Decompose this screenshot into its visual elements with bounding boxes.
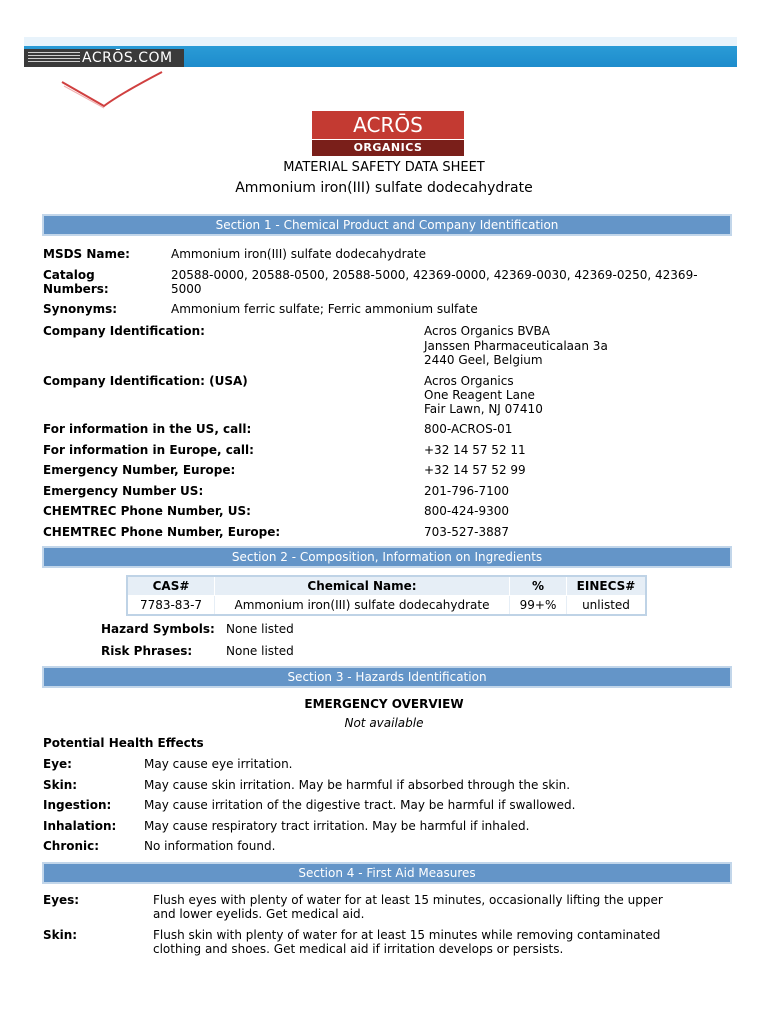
first-aid-skin-line: clothing and shoes. Get medical aid if irritation develops or persists.	[153, 942, 564, 956]
first-aid-eyes-label: Eyes:	[43, 893, 80, 907]
effect-value: May cause eye irritation.	[144, 757, 293, 771]
column-header: EINECS#	[567, 576, 647, 596]
contact-label: For information in Europe, call:	[43, 443, 254, 457]
contact-label: Emergency Number, Europe:	[43, 463, 236, 477]
msds-name-value: Ammonium iron(III) sulfate dodecahydrate	[171, 247, 427, 261]
company-usa-address-line: Fair Lawn, NJ 07410	[424, 402, 543, 416]
site-header-bar	[24, 37, 737, 67]
header-stripes	[28, 52, 80, 64]
product-name-title: Ammonium iron(III) sulfate dodecahydrate	[235, 180, 533, 196]
company-usa-address-line: Acros Organics	[424, 374, 514, 388]
contact-phone: 800-424-9300	[424, 504, 510, 518]
contact-phone: 201-796-7100	[424, 484, 510, 498]
table-header-row	[127, 576, 646, 596]
section-4-header: Section 4 - First Aid Measures	[42, 862, 732, 884]
health-effects-heading: Potential Health Effects	[43, 736, 204, 750]
risk-phrases-value: None listed	[226, 644, 294, 658]
effect-label: Ingestion:	[43, 798, 112, 812]
first-aid-skin-line: Flush skin with plenty of water for at least 15 minutes while removing contaminated	[153, 928, 661, 942]
effect-label: Skin:	[43, 778, 78, 792]
table-cell: unlisted	[567, 596, 647, 616]
logo-upper: ACRŌS	[312, 111, 464, 139]
first-aid-eyes-line: and lower eyelids. Get medical aid.	[153, 907, 365, 921]
column-header: %	[510, 576, 567, 596]
catalog-label-line2: Numbers:	[43, 282, 109, 296]
company-id-usa-label: Company Identification: (USA)	[43, 374, 248, 388]
column-header: Chemical Name:	[215, 576, 510, 596]
contact-label: CHEMTREC Phone Number, Europe:	[43, 525, 281, 539]
synonyms-label: Synonyms:	[43, 302, 118, 316]
site-brand-link[interactable]: ACRŌS.COM	[82, 50, 173, 66]
effect-value: No information found.	[144, 839, 276, 853]
document-title: MATERIAL SAFETY DATA SHEET	[283, 160, 485, 175]
section-1-header: Section 1 - Chemical Product and Company Identification	[42, 214, 732, 236]
effect-label: Chronic:	[43, 839, 100, 853]
effect-value: May cause respiratory tract irritation. May be harmful if inhaled.	[144, 819, 530, 833]
effect-value: May cause irritation of the digestive tract. May be harmful if swallowed.	[144, 798, 576, 812]
contact-phone: 800-ACROS-01	[424, 422, 513, 436]
company-address-line: 2440 Geel, Belgium	[424, 353, 543, 367]
acros-organics-logo	[312, 111, 464, 156]
hazard-symbols-label: Hazard Symbols:	[101, 622, 215, 636]
catalog-value-line1: 20588-0000, 20588-0500, 20588-5000, 42369-0000, 42369-0030, 42369-0250, 42369-	[171, 268, 698, 282]
catalog-value-line2: 5000	[171, 282, 202, 296]
table-cell: 99+%	[510, 596, 567, 616]
emergency-overview-value: Not available	[344, 716, 424, 730]
section-2-header: Section 2 - Composition, Information on Ingredients	[42, 546, 732, 568]
company-usa-address-line: One Reagent Lane	[424, 388, 535, 402]
red-swoosh-logo	[60, 66, 170, 111]
company-address-line: Acros Organics BVBA	[424, 324, 550, 338]
composition-table	[126, 575, 647, 616]
contact-label: CHEMTREC Phone Number, US:	[43, 504, 251, 518]
contact-phone: +32 14 57 52 99	[424, 463, 526, 477]
section-3-header: Section 3 - Hazards Identification	[42, 666, 732, 688]
catalog-label-line1: Catalog	[43, 268, 95, 282]
emergency-overview-heading: EMERGENCY OVERVIEW	[304, 697, 464, 711]
effect-label: Inhalation:	[43, 819, 117, 833]
contact-label: Emergency Number US:	[43, 484, 204, 498]
table-row	[127, 596, 646, 616]
table-cell: Ammonium iron(III) sulfate dodecahydrate	[215, 596, 510, 616]
synonyms-value: Ammonium ferric sulfate; Ferric ammonium sulfate	[171, 302, 478, 316]
company-address-line: Janssen Pharmaceuticalaan 3a	[424, 339, 608, 353]
hazard-symbols-value: None listed	[226, 622, 294, 636]
first-aid-skin-label: Skin:	[43, 928, 78, 942]
logo-lower: ORGANICS	[312, 140, 464, 156]
column-header: CAS#	[127, 576, 215, 596]
risk-phrases-label: Risk Phrases:	[101, 644, 193, 658]
effect-label: Eye:	[43, 757, 72, 771]
effect-value: May cause skin irritation. May be harmful if absorbed through the skin.	[144, 778, 571, 792]
table-cell: 7783-83-7	[127, 596, 215, 616]
first-aid-eyes-line: Flush eyes with plenty of water for at least 15 minutes, occasionally lifting the upper	[153, 893, 663, 907]
contact-label: For information in the US, call:	[43, 422, 252, 436]
contact-phone: 703-527-3887	[424, 525, 510, 539]
contact-phone: +32 14 57 52 11	[424, 443, 526, 457]
company-id-label: Company Identification:	[43, 324, 205, 338]
msds-name-label: MSDS Name:	[43, 247, 130, 261]
